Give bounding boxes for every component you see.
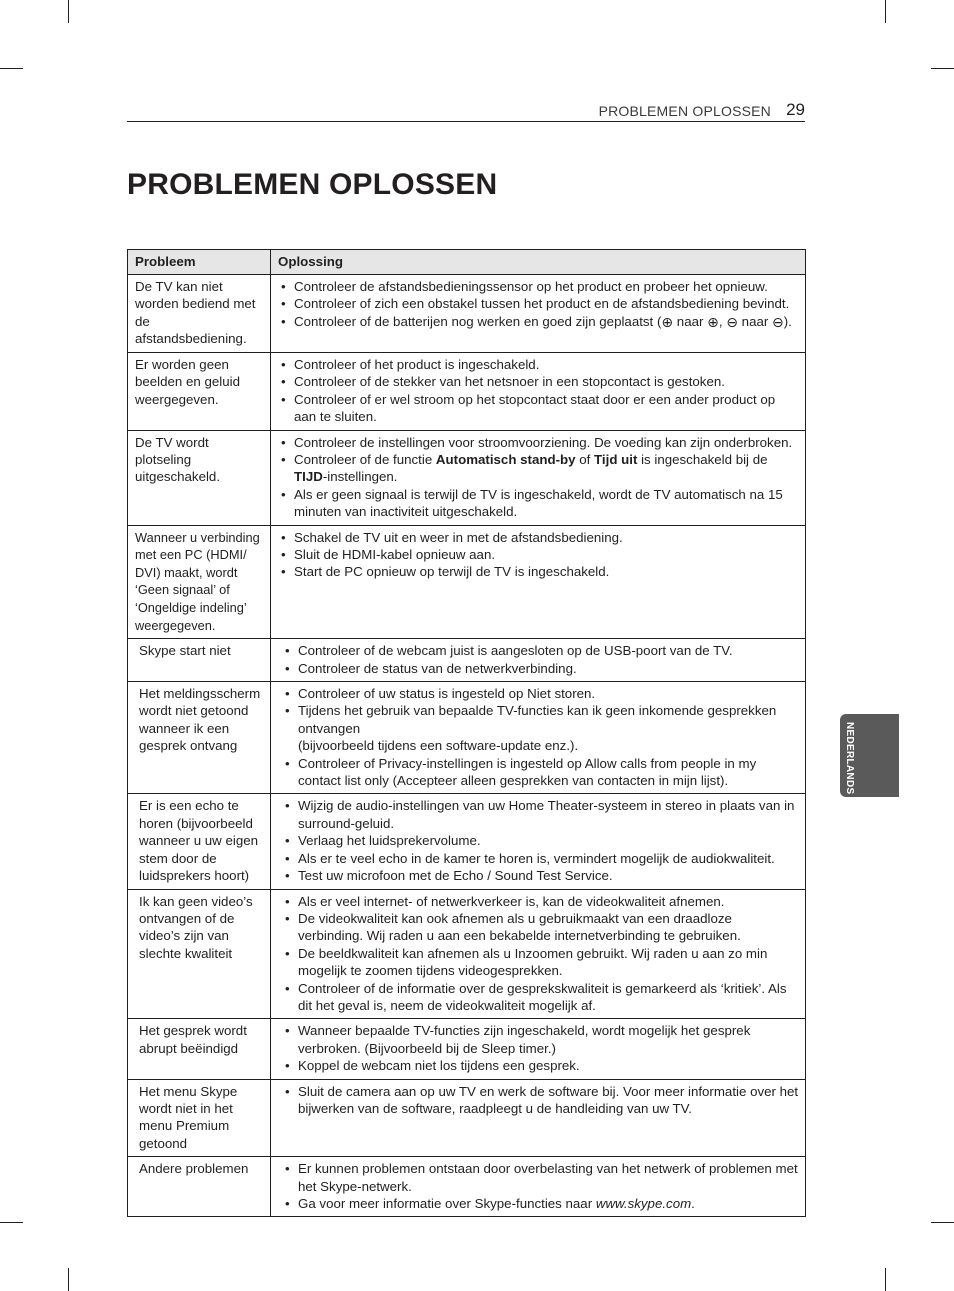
language-label: NEDERLANDS (844, 722, 855, 795)
list-item: (bijvoorbeeld tijdens een software-update enz.). (298, 738, 579, 754)
table-row (128, 430, 806, 525)
column-header-problem: Probleem (128, 250, 271, 275)
list-item: • Tijdens het gebruik van bepaalde TV-functies kan ik geen inkomende gesprekken ontvangen (285, 702, 799, 737)
solution-list (285, 893, 799, 1015)
solution-cell (271, 1019, 806, 1079)
problem-cell (128, 639, 271, 682)
solution-cell (271, 639, 806, 682)
crop-mark (885, 1268, 886, 1291)
table-row (128, 1079, 806, 1157)
list-item: • Als er veel internet- of netwerkverkeer is, kan de videokwaliteit afnemen. (285, 893, 799, 910)
page-title: PROBLEMEN OPLOSSEN (127, 168, 498, 201)
list-item: • Koppel de webcam niet los tijdens een gesprek. (285, 1057, 799, 1074)
solution-cell (271, 682, 806, 794)
solution-cell (271, 889, 806, 1019)
crop-mark (0, 68, 23, 69)
problem-cell (128, 794, 271, 889)
problem-cell (128, 275, 271, 353)
list-item: • Controleer of de webcam juist is aangesloten op de USB-poort van de TV. (285, 642, 799, 659)
list-item: • Sluit de camera aan op uw TV en werk de software bij. Voor meer informatie over het bijwerken van de software, raadpleegt u de handleiding van uw TV. (285, 1083, 799, 1118)
list-item: • Ga voor meer informatie over Skype-functies naar www.skype.com. (285, 1195, 799, 1212)
crop-mark (885, 0, 886, 23)
list-item: • Als er geen signaal is terwijl de TV is ingeschakeld, wordt de TV automatisch na 15 minuten van inactiviteit uitgeschakeld. (281, 486, 799, 521)
solution-list (285, 1083, 799, 1118)
problem-text: Het meldingsscherm wordt niet getoond wanneer ik een gesprek ontvang (139, 686, 261, 754)
circled-plus-icon: ⊕ (661, 313, 674, 330)
solution-list (285, 1022, 799, 1074)
table-row (128, 275, 806, 353)
problem-text: Ik kan geen video’s ontvangen of de video’s zijn van slechte kwaliteit (139, 893, 253, 961)
solution-cell (271, 353, 806, 431)
page-number: 29 (786, 100, 805, 119)
circled-minus-icon: ⊖ (726, 313, 738, 330)
crop-mark (0, 1222, 23, 1223)
solution-list (281, 434, 799, 521)
column-header-solution: Oplossing (271, 250, 806, 275)
problem-cell (128, 889, 271, 1019)
solution-cell (271, 1079, 806, 1157)
problem-text: Het gesprek wordt abrupt beëindigd (139, 1023, 247, 1056)
table-row (128, 889, 806, 1019)
problem-cell (128, 1019, 271, 1079)
list-item: • Start de PC opnieuw op terwijl de TV is ingeschakeld. (281, 563, 799, 580)
problem-text: Andere problemen (139, 1161, 249, 1177)
list-item: • Controleer de status van de netwerkverbinding. (285, 660, 799, 677)
solution-list (285, 642, 799, 677)
list-item: • Controleer of de informatie over de gesprekskwaliteit is gemarkeerd als ‘kritiek’. Als dit het geval is, neem de videokwaliteit mogelijk af. (285, 980, 799, 1015)
problem-text: Er is een echo te horen (bijvoorbeeld wanneer u uw eigen stem door de luidsprekers hoort) (139, 798, 259, 884)
crop-mark (931, 68, 954, 69)
table-row (128, 682, 806, 794)
list-item: • Controleer of het product is ingeschakeld. (281, 356, 799, 373)
solution-list (285, 1160, 799, 1212)
list-item: • De beeldkwaliteit kan afnemen als u Inzoomen gebruikt. Wij raden u aan zo min mogelijk te zoomen tijdens videogesprekken. (285, 945, 799, 980)
problem-cell (128, 430, 271, 525)
crop-mark (931, 1222, 954, 1223)
solution-cell (271, 794, 806, 889)
language-side-tab (840, 714, 899, 797)
problem-cell (128, 1157, 271, 1217)
list-item: • Als er te veel echo in de kamer te horen is, vermindert mogelijk de audiokwaliteit. (285, 850, 799, 867)
solution-list (281, 278, 799, 330)
table-row (128, 639, 806, 682)
list-item: • Controleer of uw status is ingesteld op Niet storen. (285, 685, 799, 702)
solution-cell (271, 1157, 806, 1217)
solution-cell (271, 275, 806, 353)
crop-mark (68, 0, 69, 23)
list-item: • Er kunnen problemen ontstaan door overbelasting van het netwerk of problemen met het Skype-netwerk. (285, 1160, 799, 1195)
problem-cell (128, 353, 271, 431)
list-item: • Controleer de instellingen voor stroomvoorziening. De voeding kan zijn onderbroken. (281, 434, 799, 451)
list-item: • Schakel de TV uit en weer in met de afstandsbediening. (281, 529, 799, 546)
table-row (128, 525, 806, 639)
solution-cell (271, 430, 806, 525)
skype-link[interactable]: www.skype.com (595, 1196, 692, 1211)
running-header (127, 100, 805, 122)
list-item: • Wijzig de audio-instellingen van uw Home Theater-systeem in stereo in plaats van in surround-geluid. (285, 797, 799, 832)
solution-cell (271, 525, 806, 639)
circled-plus-icon: ⊕ (707, 313, 719, 330)
problem-text: Het menu Skype wordt niet in het menu Premium getoond (139, 1083, 238, 1151)
problem-text: De TV kan niet worden bediend met de afstandsbediening. (135, 279, 256, 347)
list-item: • Controleer of er wel stroom op het stopcontact staat door er een ander product op aan te sluiten. (281, 391, 799, 426)
list-item: • De videokwaliteit kan ook afnemen als u gebruikmaakt van een draadloze verbinding. Wij raden u aan een bekabelde internetverbinding te gebruiken. (285, 910, 799, 945)
table-row (128, 1019, 806, 1079)
solution-list (285, 797, 799, 884)
problem-cell (128, 525, 271, 639)
solution-list (281, 356, 799, 426)
problem-cell (128, 682, 271, 794)
table-row (128, 1157, 806, 1217)
list-item: • Controleer of Privacy-instellingen is ingesteld op Allow calls from people in my contact list only (Accepteer alleen gesprekken van contacten in mijn lijst). (285, 755, 799, 790)
table-row (128, 794, 806, 889)
problem-text: Wanneer u verbinding met een PC (HDMI/ DVI) maakt, wordt ‘Geen signaal’ of ‘Ongeldige indeling’ weergegeven. (135, 529, 260, 633)
crop-mark (68, 1268, 69, 1291)
solution-list (281, 529, 799, 581)
list-item: • Controleer of de batterijen nog werken en goed zijn geplaatst (⊕ naar ⊕, ⊖ naar ⊖). (281, 313, 799, 330)
list-item: • Controleer of zich een obstakel tussen het product en de afstandsbediening bevindt. (281, 295, 799, 312)
list-item: • Test uw microfoon met de Echo / Sound Test Service. (285, 867, 799, 884)
problem-cell (128, 1079, 271, 1157)
table-row (128, 353, 806, 431)
list-item: • Wanneer bepaalde TV-functies zijn ingeschakeld, wordt mogelijk het gesprek verbroken. (Bijvoorbeeld bij de Sleep timer.) (285, 1022, 799, 1057)
solution-list (285, 685, 799, 789)
list-item: • Controleer of de stekker van het netsnoer in een stopcontact is gestoken. (281, 373, 799, 390)
running-header-title: PROBLEMEN OPLOSSEN (598, 103, 771, 119)
problem-text: Er worden geen beelden en geluid weergegeven. (135, 357, 240, 407)
problem-text: De TV wordt plotseling uitgeschakeld. (135, 434, 221, 485)
list-item: • Sluit de HDMI-kabel opnieuw aan. (281, 546, 799, 563)
list-item: • Verlaag het luidsprekervolume. (285, 832, 799, 849)
problem-text: Skype start niet (139, 643, 231, 659)
table-header-row (128, 250, 806, 275)
circled-minus-icon: ⊖ (772, 313, 784, 330)
troubleshooting-table (127, 249, 806, 1217)
list-item: • Controleer de afstandsbedieningssensor op het product en probeer het opnieuw. (281, 278, 799, 295)
list-item: • Controleer of de functie Automatisch stand-by of Tijd uit is ingeschakeld bij de TIJD-instellingen. (281, 451, 799, 486)
